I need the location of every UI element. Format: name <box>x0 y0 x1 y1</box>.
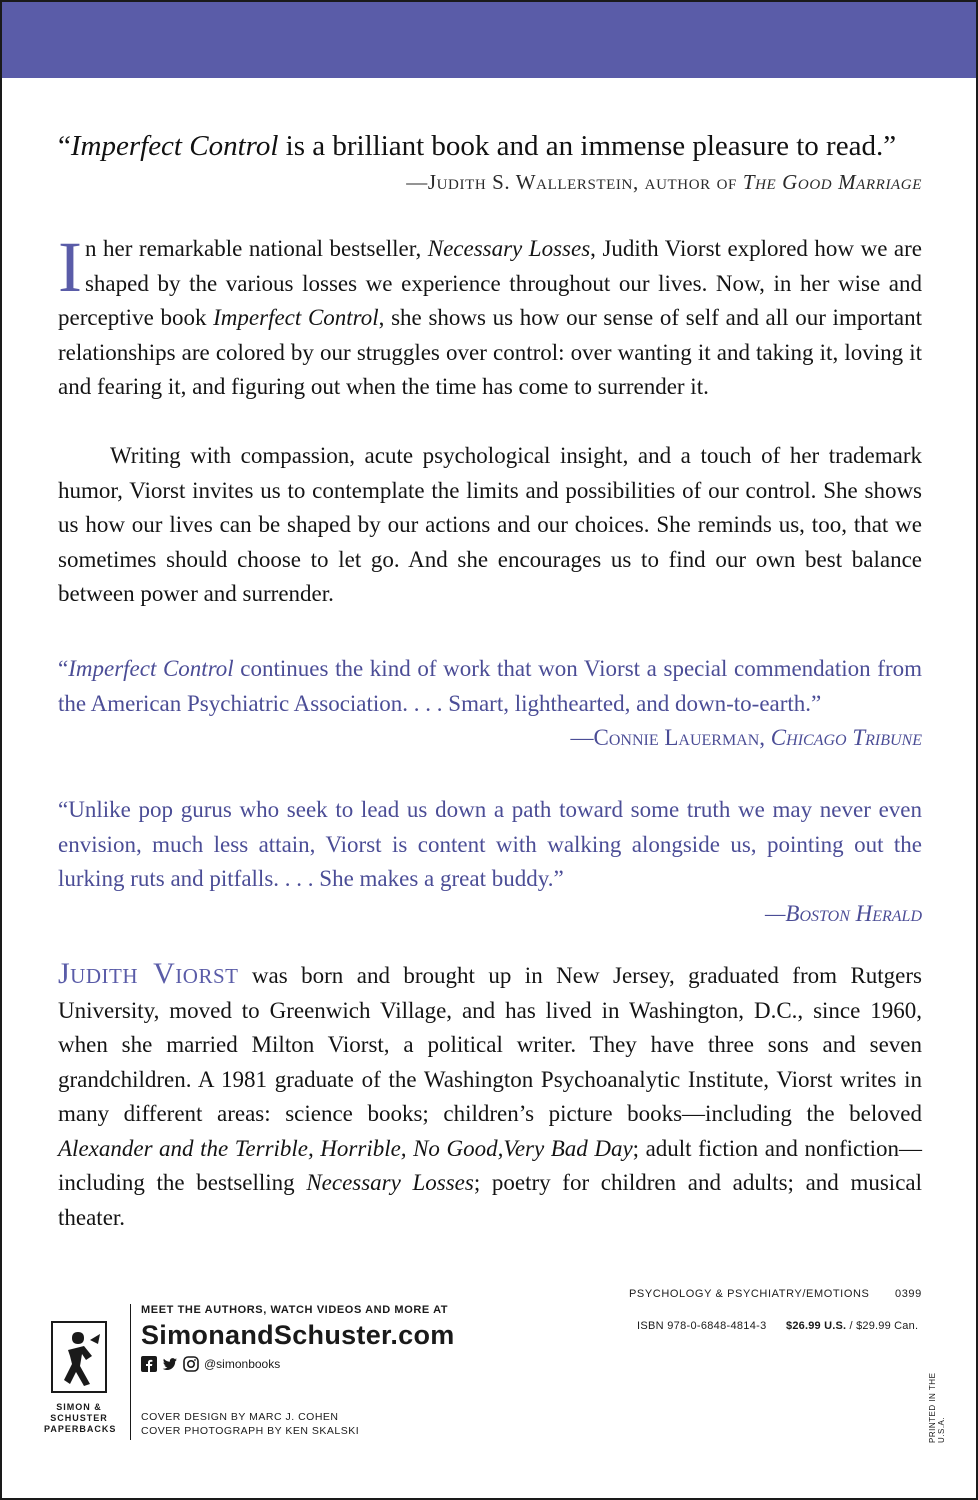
publisher-website-link[interactable]: SimonandSchuster.com <box>141 1320 455 1350</box>
description-paragraph-1 <box>58 227 923 405</box>
author-name: Judith Viorst <box>58 957 239 990</box>
review1-author: —Connie Lauerman, <box>570 725 771 750</box>
desc-text-b: , Judith Viorst explored how we are shaped by the various losses we experience throughout our lives. Now, in her wise and perceptive book <box>58 236 923 330</box>
cover-photo-credit: COVER PHOTOGRAPH BY KEN SKALSKI <box>141 1425 360 1437</box>
footer-divider <box>130 1304 131 1440</box>
review2-text: “Unlike pop gurus who seek to lead us down a path toward some truth we may never even envision, much less attain, Viorst is content with walking alongside us, pointing out the lurking ruts and pitfalls. . . . She makes a great buddy.” <box>58 797 922 891</box>
facebook-icon[interactable] <box>141 1356 157 1372</box>
review2-source: —Boston Herald <box>764 900 922 926</box>
review2-attribution <box>58 897 922 932</box>
printed-in-usa: PRINTED IN THE U.S.A. <box>928 1372 946 1443</box>
sower-logo-icon <box>50 1320 108 1394</box>
desc-text-c: , she shows us how our sense of self and all our important relationships are colored by our struggles over control: over wanting it and taking it, loving it and fearing it, and figuring out when the time has come to surrender it. <box>58 305 922 399</box>
instagram-icon[interactable] <box>183 1356 199 1372</box>
publisher-logo-text: SIMON & SCHUSTER PAPERBACKS <box>44 1402 117 1434</box>
desc-text-a: n her remarkable national bestseller, <box>84 236 428 261</box>
desc-book-2: Imperfect Control <box>213 305 379 330</box>
price-us: $26.99 U.S. <box>786 1320 847 1332</box>
bio-text-c: ; poetry for children and adults; and musical theater. <box>58 1170 922 1230</box>
description-paragraph-2: Writing with compassion, acute psychological insight, and a touch of her trademark humor, Viorst invites us to contemplate the limits and possibilities of our control. She shows us how our lives can be shaped by our actions and our choices. She reminds us, too, that we sometimes should choose to let go. And she encourages us to find our own best balance between power and surrender. <box>58 443 922 606</box>
cover-design-credit: COVER DESIGN BY MARC J. COHEN <box>141 1411 339 1423</box>
drop-cap: I <box>58 227 82 307</box>
back-cover-footer <box>0 1280 978 1500</box>
bio-text-a: was born and brought up in New Jersey, graduated from Rutgers University, moved to Greenwich Village, and has lived in Washington, D.C., since 1960, when she married Milton Viorst, a political writer. They have three sons and seven grandchildren. A 1981 graduate of the Washington Psychoanalytic Institute, Viorst writes in many different areas: science books; children’s picture books—including the beloved <box>58 963 922 1126</box>
price <box>786 1320 918 1332</box>
social-links <box>141 1356 280 1372</box>
review1-open: “ <box>58 656 69 681</box>
attribution-author: —Judith S. Wallerstein, author of <box>406 170 743 194</box>
social-handle: @simonbooks <box>204 1357 281 1371</box>
cover-credits <box>141 1410 359 1438</box>
top-quote-attribution <box>58 164 922 200</box>
quote-text: is a brilliant book and an immense pleasure to read.” <box>278 130 897 162</box>
top-review-quote <box>58 128 922 200</box>
desc-book-1: Necessary Losses <box>427 236 591 261</box>
review-boston-herald <box>58 793 922 931</box>
header-color-bar <box>2 2 976 78</box>
quote-open: “ <box>58 130 71 162</box>
review1-attribution <box>571 721 923 756</box>
review1-text: continues the kind of work that won Viorst a special commendation from the American Psychiatric Association. . . . Smart, lighthearted, and down-to-earth.” <box>58 656 922 716</box>
isbn-number: ISBN 978-0-6848-4814-3 <box>637 1320 767 1332</box>
book-category: PSYCHOLOGY & PSYCHIATRY/EMOTIONS <box>629 1288 870 1300</box>
author-bio <box>58 957 922 1235</box>
attribution-book: The Good Marriage <box>742 170 922 194</box>
bio-text-b: ; adult fiction and nonfiction—including the bestselling <box>58 1135 922 1195</box>
review1-book-title: Imperfect Control <box>68 656 234 681</box>
review-chicago-tribune <box>58 652 922 756</box>
meet-authors-text: MEET THE AUTHORS, WATCH VIDEOS AND MORE AT <box>141 1304 449 1316</box>
price-can: / $29.99 Can. <box>846 1320 919 1332</box>
bio-book-2: Necessary Losses <box>306 1170 474 1195</box>
quote-book-title: Imperfect Control <box>70 130 279 162</box>
catalog-code: 0399 <box>895 1288 922 1300</box>
twitter-icon[interactable] <box>162 1356 178 1372</box>
bio-book-1: Alexander and the Terrible, Horrible, No Good,Very Bad Day <box>58 1135 633 1161</box>
review1-source: Chicago Tribune <box>770 725 922 750</box>
